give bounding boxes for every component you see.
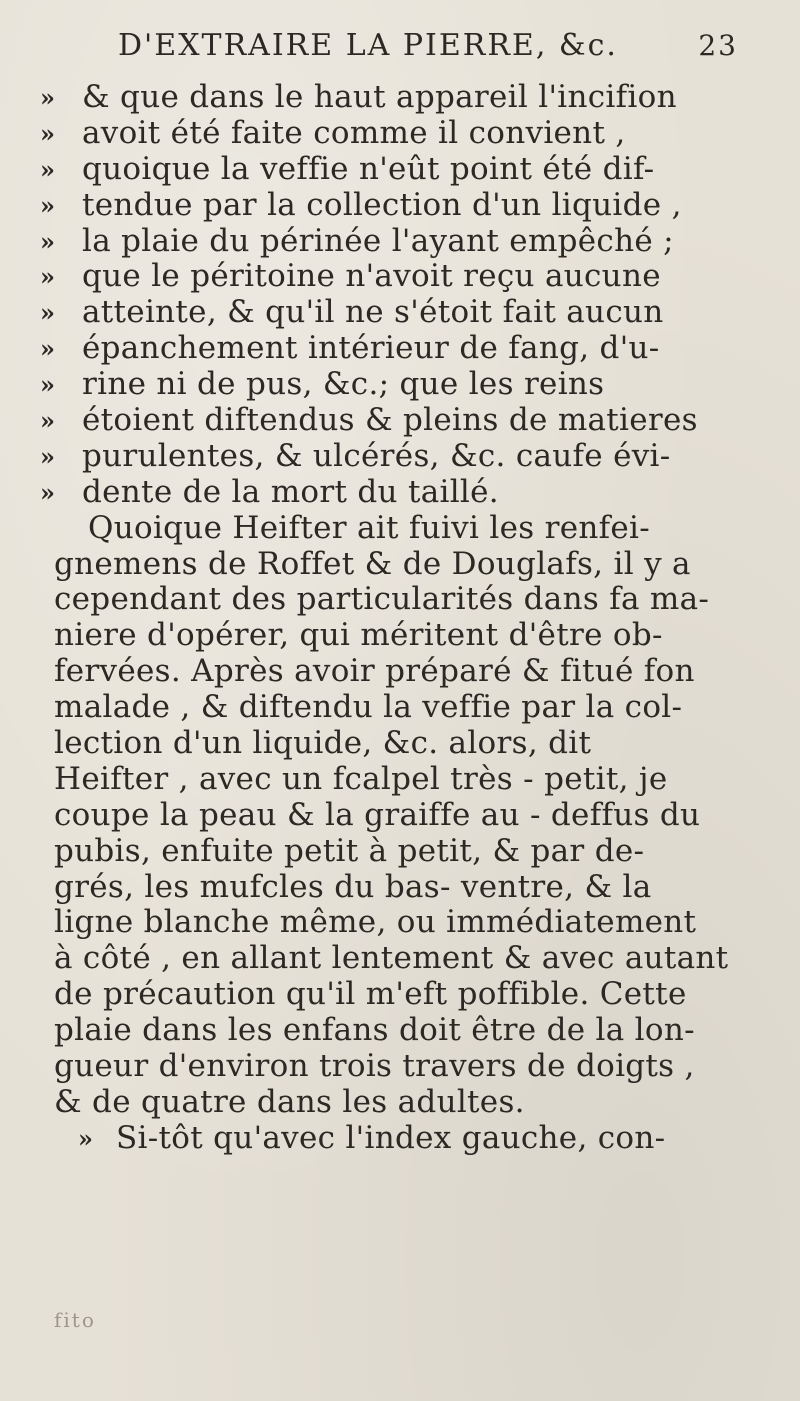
quote-mark: »	[78, 1123, 94, 1153]
body-text	[28, 80, 778, 1157]
running-head-title: D'EXTRAIRE LA PIERRE, &c.	[118, 28, 618, 63]
text-line	[28, 1121, 778, 1157]
line-text: rine ni de pus, &c.; que les reins	[82, 366, 605, 403]
line-text: grés, les mufcles du bas- ventre, & la	[54, 868, 652, 905]
text-line	[28, 905, 778, 941]
text-line	[28, 224, 778, 260]
text-line	[28, 116, 778, 152]
line-text: tendue par la collection d'un liquide ,	[82, 186, 682, 223]
quote-mark: »	[40, 370, 56, 400]
text-line	[28, 1049, 778, 1085]
text-line	[28, 1013, 778, 1049]
line-text: malade , & diftendu la veffie par la col-	[54, 689, 683, 726]
text-line	[28, 582, 778, 618]
text-line	[28, 295, 778, 331]
line-text: ligne blanche même, ou immédiatement	[54, 904, 697, 941]
quote-mark: »	[40, 118, 56, 148]
text-line	[28, 475, 778, 511]
line-text: & de quatre dans les adultes.	[54, 1083, 525, 1120]
line-text: avoit été faite comme il convient ,	[82, 114, 626, 151]
text-line	[28, 1085, 778, 1121]
line-text: niere d'opérer, qui méritent d'être ob-	[54, 617, 663, 654]
page-number: 23	[698, 29, 738, 62]
line-text: pubis, enfuite petit à petit, & par de-	[54, 832, 645, 869]
text-line	[28, 331, 778, 367]
line-text: épanchement intérieur de fang, d'u-	[82, 330, 660, 367]
text-line	[28, 690, 778, 726]
text-line	[28, 870, 778, 906]
quote-mark: »	[40, 334, 56, 364]
quote-mark: »	[40, 226, 56, 256]
text-line	[28, 941, 778, 977]
line-text: gueur d'environ trois travers de doigts ,	[54, 1048, 695, 1085]
text-line	[28, 977, 778, 1013]
text-line	[28, 834, 778, 870]
line-text: Heifter , avec un fcalpel très - petit, je	[54, 760, 668, 797]
text-line	[28, 618, 778, 654]
text-line	[28, 798, 778, 834]
line-text: la plaie du périnée l'ayant empêché ;	[82, 222, 674, 259]
quote-mark: »	[40, 298, 56, 328]
text-line	[28, 188, 778, 224]
text-line	[28, 80, 778, 116]
quote-mark: »	[40, 441, 56, 471]
paragraph-first-line	[28, 511, 778, 547]
quote-mark: »	[40, 190, 56, 220]
text-line	[28, 726, 778, 762]
line-text: Si-tôt qu'avec l'index gauche, con-	[116, 1119, 666, 1156]
line-text: coupe la peau & la graiffe au - deffus du	[54, 796, 701, 833]
line-text: que le péritoine n'avoit reçu aucune	[82, 258, 661, 295]
quote-mark: »	[40, 477, 56, 507]
line-text: fervées. Après avoir préparé & fitué fon	[54, 653, 695, 690]
line-text: purulentes, & ulcérés, &c. caufe évi-	[82, 437, 671, 474]
text-line	[28, 152, 778, 188]
text-line	[28, 439, 778, 475]
text-line	[28, 403, 778, 439]
line-text: cependant des particularités dans fa ma-	[54, 581, 710, 618]
line-text: gnemens de Roffet & de Douglafs, il y a	[54, 545, 691, 582]
line-text: lection d'un liquide, &c. alors, dit	[54, 725, 592, 762]
line-text: à côté , en allant lentement & avec autant	[54, 940, 729, 977]
quote-mark: »	[40, 262, 56, 292]
text-line	[28, 762, 778, 798]
line-text: atteinte, & qu'il ne s'étoit fait aucun	[82, 294, 664, 331]
text-line	[28, 367, 778, 403]
text-line	[28, 547, 778, 583]
quote-mark: »	[40, 83, 56, 112]
line-text: étoient diftendus & pleins de matieres	[82, 402, 698, 439]
line-text: quoique la veffie n'eût point été dif-	[82, 150, 655, 187]
line-text: dente de la mort du taillé.	[82, 473, 499, 510]
line-text: de précaution qu'il m'eft poffible. Cette	[54, 976, 687, 1013]
text-line	[28, 259, 778, 295]
quote-mark: »	[40, 406, 56, 436]
line-text: Quoique Heifter ait fuivi les renfei-	[88, 509, 651, 546]
line-text: plaie dans les enfans doit être de la lon-	[54, 1012, 695, 1049]
text-line	[28, 654, 778, 690]
running-head	[118, 28, 738, 63]
quote-mark: »	[40, 154, 56, 184]
line-text: & que dans le haut appareil l'incifion	[82, 79, 677, 115]
catchword: fito	[54, 1308, 96, 1332]
